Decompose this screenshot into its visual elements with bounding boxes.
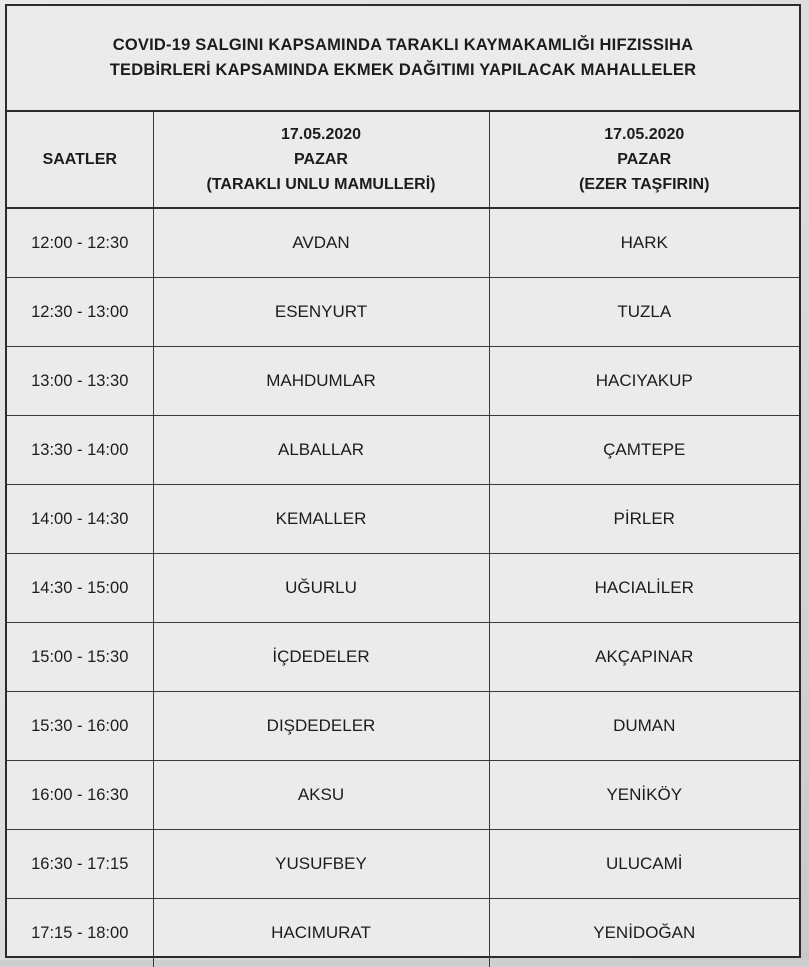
time-slot-cell: 15:00 - 15:30 <box>7 623 153 692</box>
neighborhood-cell-bakery-2: ÇAMTEPE <box>489 416 799 485</box>
header-bakery-2 <box>489 112 799 208</box>
schedule-table <box>7 112 799 967</box>
neighborhood-cell-bakery-2: ULUCAMİ <box>489 830 799 899</box>
neighborhood-cell-bakery-2: AKÇAPINAR <box>489 623 799 692</box>
header-row <box>7 112 799 208</box>
table-row <box>7 208 799 278</box>
time-slot-cell: 16:30 - 17:15 <box>7 830 153 899</box>
title-line-1: COVID-19 SALGINI KAPSAMINDA TARAKLI KAYMAKAMLIĞI HIFZISSIHA <box>113 33 693 58</box>
time-slot-cell: 16:00 - 16:30 <box>7 761 153 830</box>
neighborhood-cell-bakery-2: HACIALİLER <box>489 554 799 623</box>
time-slot-cell: 14:30 - 15:00 <box>7 554 153 623</box>
header-times: SAATLER <box>7 112 153 208</box>
header-bakery-1 <box>153 112 489 208</box>
document-title <box>7 6 799 112</box>
time-slot-cell: 12:30 - 13:00 <box>7 278 153 347</box>
neighborhood-cell-bakery-2: YENİDOĞAN <box>489 899 799 967</box>
neighborhood-cell-bakery-1: KEMALLER <box>153 485 489 554</box>
neighborhood-cell-bakery-1: YUSUFBEY <box>153 830 489 899</box>
table-row <box>7 278 799 347</box>
table-row <box>7 830 799 899</box>
header-bakery-1-date: 17.05.2020 <box>154 122 489 147</box>
neighborhood-cell-bakery-1: MAHDUMLAR <box>153 347 489 416</box>
neighborhood-cell-bakery-1: AKSU <box>153 761 489 830</box>
neighborhood-cell-bakery-1: ALBALLAR <box>153 416 489 485</box>
time-slot-cell: 12:00 - 12:30 <box>7 208 153 278</box>
table-row <box>7 623 799 692</box>
neighborhood-cell-bakery-2: YENİKÖY <box>489 761 799 830</box>
neighborhood-cell-bakery-2: HACIYAKUP <box>489 347 799 416</box>
header-bakery-2-date: 17.05.2020 <box>490 122 800 147</box>
table-row <box>7 761 799 830</box>
table-row <box>7 692 799 761</box>
time-slot-cell: 17:15 - 18:00 <box>7 899 153 967</box>
neighborhood-cell-bakery-2: TUZLA <box>489 278 799 347</box>
time-slot-cell: 14:00 - 14:30 <box>7 485 153 554</box>
table-row <box>7 485 799 554</box>
title-line-2: TEDBİRLERİ KAPSAMINDA EKMEK DAĞITIMI YAPILACAK MAHALLELER <box>110 58 696 83</box>
neighborhood-cell-bakery-2: DUMAN <box>489 692 799 761</box>
distribution-schedule-document <box>5 4 801 958</box>
neighborhood-cell-bakery-2: HARK <box>489 208 799 278</box>
neighborhood-cell-bakery-2: PİRLER <box>489 485 799 554</box>
header-bakery-2-name: (EZER TAŞFIRIN) <box>490 172 800 197</box>
table-row <box>7 899 799 967</box>
header-bakery-1-name: (TARAKLI UNLU MAMULLERİ) <box>154 172 489 197</box>
time-slot-cell: 13:30 - 14:00 <box>7 416 153 485</box>
table-row <box>7 347 799 416</box>
header-bakery-1-day: PAZAR <box>154 147 489 172</box>
neighborhood-cell-bakery-1: AVDAN <box>153 208 489 278</box>
time-slot-cell: 13:00 - 13:30 <box>7 347 153 416</box>
neighborhood-cell-bakery-1: HACIMURAT <box>153 899 489 967</box>
neighborhood-cell-bakery-1: İÇDEDELER <box>153 623 489 692</box>
neighborhood-cell-bakery-1: UĞURLU <box>153 554 489 623</box>
time-slot-cell: 15:30 - 16:00 <box>7 692 153 761</box>
neighborhood-cell-bakery-1: DIŞDEDELER <box>153 692 489 761</box>
header-bakery-2-day: PAZAR <box>490 147 800 172</box>
neighborhood-cell-bakery-1: ESENYURT <box>153 278 489 347</box>
table-row <box>7 554 799 623</box>
table-row <box>7 416 799 485</box>
